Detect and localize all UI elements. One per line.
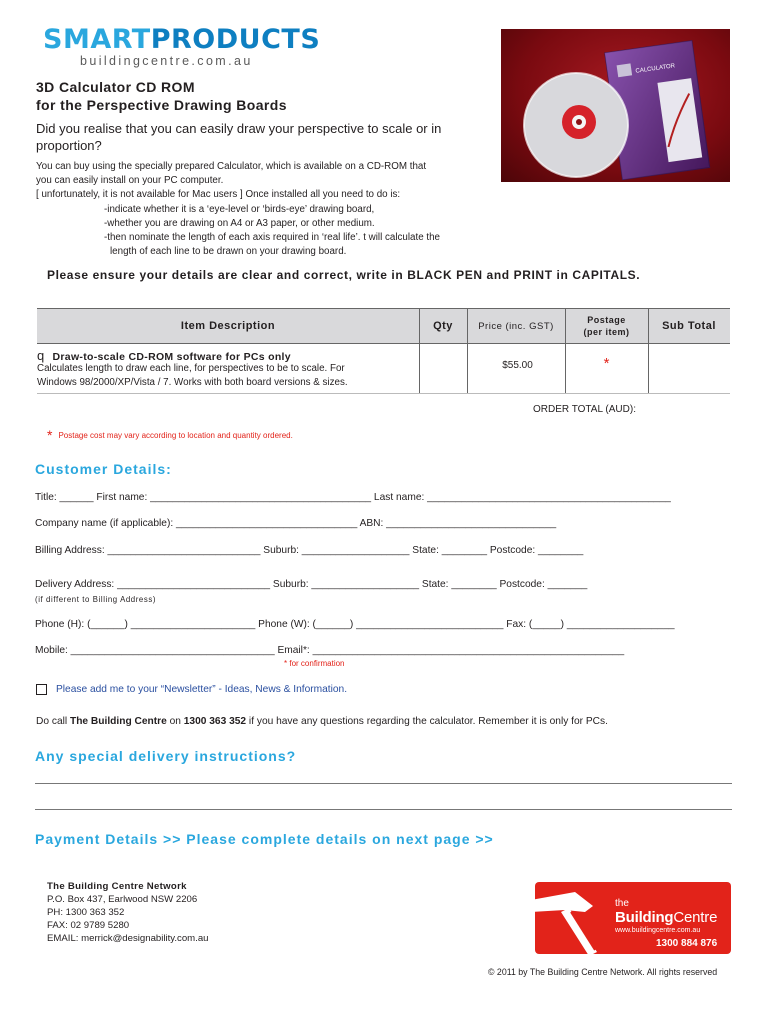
item-price: $55.00 bbox=[502, 360, 533, 371]
footnote-asterisk: * bbox=[47, 427, 53, 443]
logo-smart: SMART bbox=[43, 24, 151, 55]
intro-line: You can buy using the specially prepared Calculator, which is available on a CD-ROM that bbox=[36, 161, 427, 172]
newsletter-checkbox[interactable] bbox=[36, 684, 47, 695]
bc-building: Building bbox=[615, 909, 674, 926]
instructions-banner: Please ensure your details are clear and correct, write in BLACK PEN and PRINT in CAPITALS. bbox=[47, 268, 641, 282]
instructions-line-1[interactable] bbox=[35, 783, 732, 784]
col-qty: Qty bbox=[433, 320, 453, 332]
payment-heading: Payment Details >> Please complete details on next page >> bbox=[35, 831, 494, 847]
address-block bbox=[47, 880, 209, 945]
building-centre-logo bbox=[535, 882, 731, 954]
contact-line bbox=[36, 716, 608, 727]
contact-name: The Building Centre bbox=[69, 716, 167, 727]
intro-step: length of each line to be drawn on your drawing board. bbox=[110, 246, 347, 258]
contact-phone: 1300 363 352 bbox=[183, 716, 247, 727]
delivery-note: (if different to Billing Address) bbox=[35, 595, 157, 604]
order-total-label: ORDER TOTAL (AUD): bbox=[533, 404, 636, 415]
email-note-text: for confirmation bbox=[289, 659, 345, 668]
footnote-text: Postage cost may vary according to location and quantity ordered. bbox=[58, 431, 293, 440]
col-item-description: Item Description bbox=[180, 320, 276, 332]
email-note-asterisk: * bbox=[284, 659, 288, 668]
title-name-fields[interactable]: Title: ______ First name: _______________________________________ Last name: ___________________________________________ bbox=[35, 492, 671, 503]
bc-centre: Centre bbox=[673, 909, 718, 926]
item-checkbox[interactable]: q bbox=[37, 348, 45, 363]
item-desc-line: Calculates length to draw each line, for perspectives to be to scale. For bbox=[37, 363, 345, 374]
postage-footnote bbox=[47, 425, 293, 441]
contact-pre: Do call bbox=[36, 716, 70, 727]
address-po: P.O. Box 437, Earlwood NSW 2206 bbox=[47, 894, 198, 905]
logo-wordmark bbox=[43, 26, 320, 53]
page-subtitle: for the Perspective Drawing Boards bbox=[36, 97, 287, 113]
cd-case-illustration bbox=[501, 29, 730, 182]
phone-fields[interactable]: Phone (H): (______) ______________________ Phone (W): (______) __________________________ Fax: (_____) ___________________ bbox=[35, 619, 675, 630]
item-description bbox=[37, 362, 417, 390]
logo-domain: buildingcentre.com.au bbox=[80, 54, 253, 68]
instructions-line-2[interactable] bbox=[35, 809, 732, 810]
customer-details-heading: Customer Details: bbox=[35, 461, 172, 477]
intro-step: -then nominate the length of each axis required in ‘real life’. t will calculate the bbox=[104, 232, 441, 244]
newsletter-label: Please add me to your “Newsletter” - Ideas, News & Information. bbox=[56, 684, 348, 695]
bc-url: www.buildingcentre.com.au bbox=[615, 927, 701, 934]
intro-step: -whether you are drawing on A4 or A3 paper, or other medium. bbox=[104, 217, 375, 229]
bc-name bbox=[615, 909, 717, 926]
intro-paragraph bbox=[36, 160, 506, 259]
newsletter-option[interactable] bbox=[36, 684, 347, 695]
col-subtotal: Sub Total bbox=[662, 320, 716, 332]
address-fax: FAX: 02 9789 5280 bbox=[47, 920, 130, 931]
intro-line: you can easily install on your PC computer. bbox=[36, 175, 224, 187]
copyright: © 2011 by The Building Centre Network. All rights reserved bbox=[488, 967, 718, 977]
hammer-icon bbox=[535, 882, 615, 954]
logo-products: PRODUCTS bbox=[150, 24, 321, 55]
page-title: 3D Calculator CD ROM bbox=[36, 79, 195, 95]
bc-the: the bbox=[615, 898, 629, 909]
item-name-text: Draw-to-scale CD-ROM software for PCs only bbox=[52, 351, 291, 363]
mobile-email-fields[interactable]: Mobile: ____________________________________ Email*: _______________________________________________________ bbox=[35, 645, 625, 656]
delivery-address-fields[interactable]: Delivery Address: ___________________________ Suburb: ___________________ State: ________ Postcode: _______ bbox=[35, 579, 588, 590]
case-label: CALCULATOR bbox=[635, 63, 676, 75]
col-price: Price (inc. GST) bbox=[478, 320, 554, 332]
address-email: EMAIL: merrick@designability.com.au bbox=[47, 933, 209, 944]
order-table-header bbox=[37, 308, 730, 344]
postage-asterisk: * bbox=[603, 355, 610, 372]
intro-step: -indicate whether it is a ‘eye-level or ‘birds-eye’ drawing board, bbox=[104, 203, 375, 215]
product-photo bbox=[501, 29, 730, 182]
item-desc-line: Windows 98/2000/XP/Vista / 7. Works with both board versions & sizes. bbox=[37, 377, 348, 388]
contact-post: if you have any questions regarding the calculator. Remember it is only for PCs. bbox=[246, 716, 608, 727]
intro-line: [ unfortunately, it is not available for Mac users ] Once installed all you need to do is: bbox=[36, 189, 401, 201]
bc-phone: 1300 884 876 bbox=[656, 938, 718, 949]
address-name: The Building Centre Network bbox=[47, 881, 187, 892]
intro-question: Did you realise that you can easily draw your perspective to scale or in proportion? bbox=[36, 121, 442, 153]
email-note bbox=[284, 659, 345, 668]
special-instructions-heading: Any special delivery instructions? bbox=[35, 748, 297, 764]
item-name bbox=[37, 348, 291, 363]
address-phone: PH: 1300 363 352 bbox=[47, 907, 125, 918]
contact-mid: on bbox=[166, 716, 184, 727]
col-postage: Postage (per item) bbox=[583, 315, 630, 337]
company-abn-fields[interactable]: Company name (if applicable): ________________________________ ABN: ______________________________ bbox=[35, 518, 557, 529]
billing-address-fields[interactable]: Billing Address: ___________________________ Suburb: ___________________ State: ________ Postcode: ________ bbox=[35, 545, 584, 556]
